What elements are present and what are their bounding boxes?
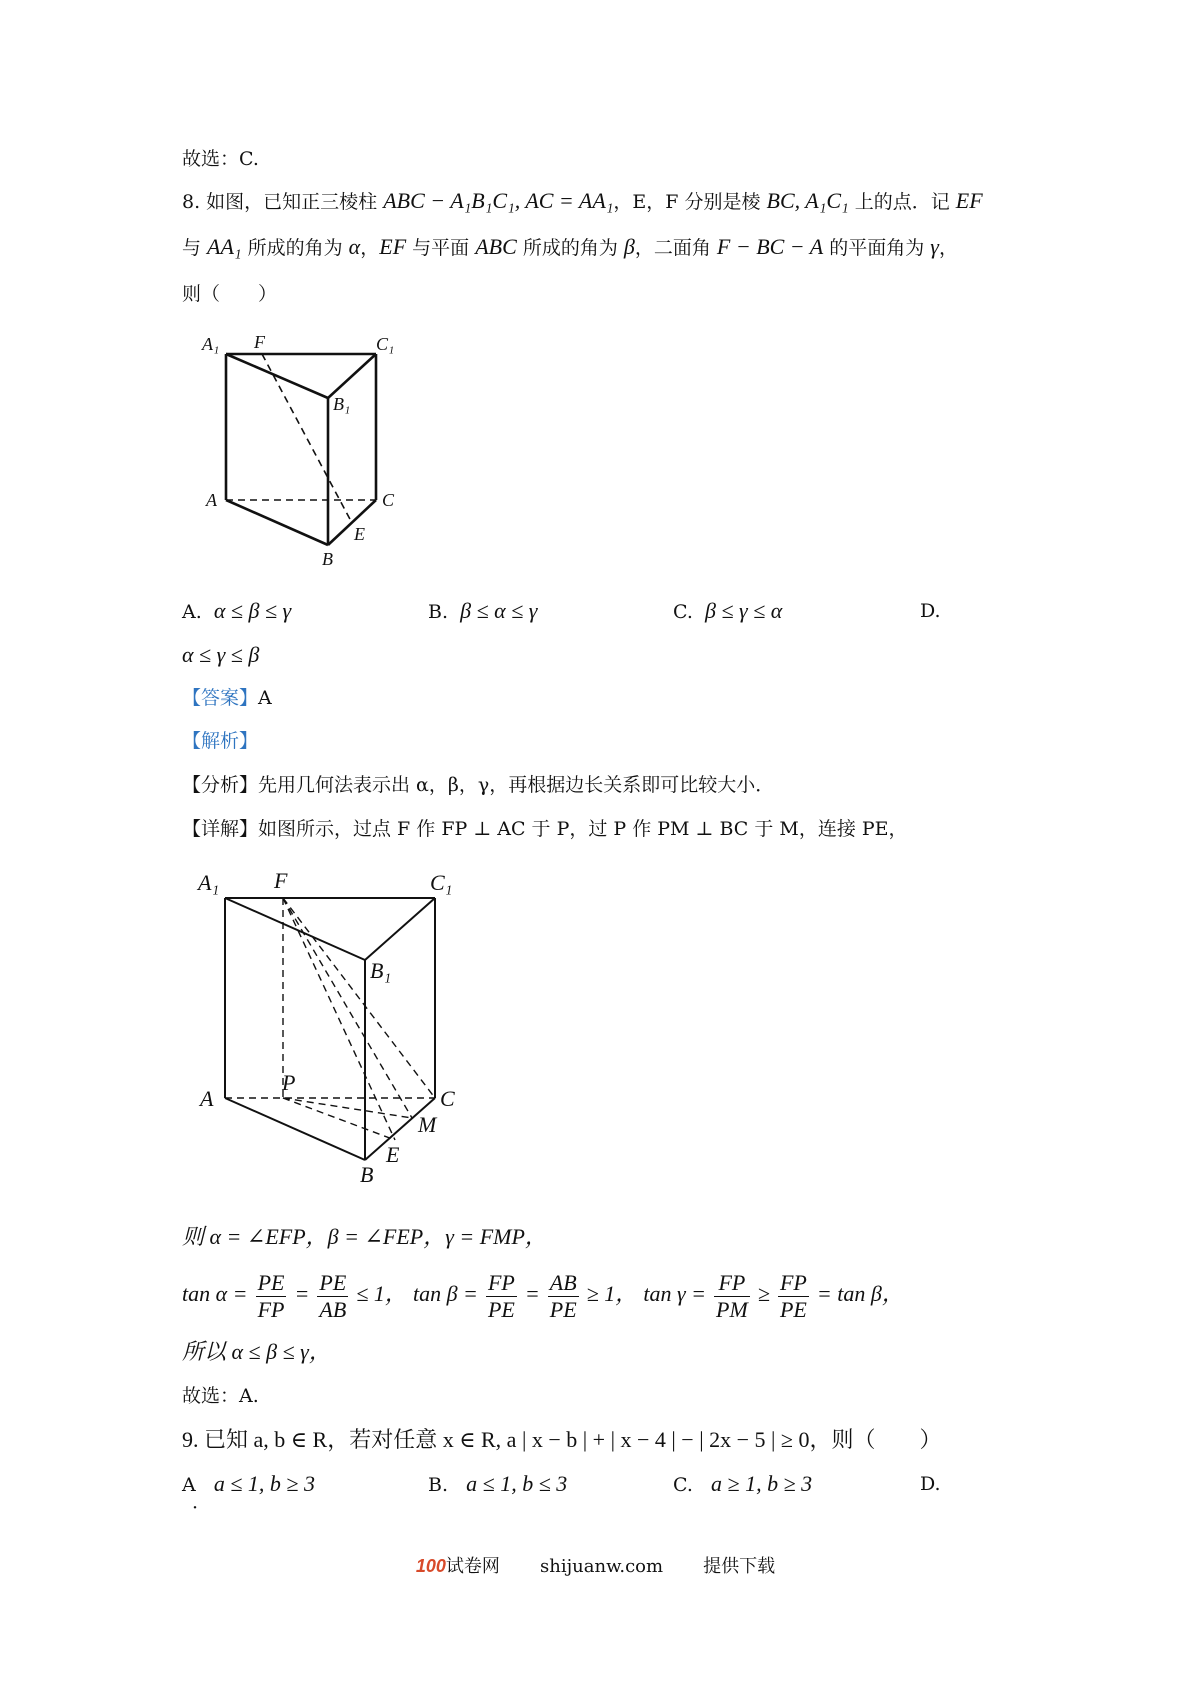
angles-text: 则 α = ∠EFP，β = ∠FEP，γ = FMP， [182, 1224, 547, 1249]
fig2-label-b1: B₁ [370, 958, 392, 983]
option-math: β ≤ γ ≤ α [705, 598, 783, 623]
footer [0, 1552, 1191, 1578]
site-name: 试卷网 [445, 1556, 500, 1577]
option-math: α ≤ γ ≤ β [182, 642, 260, 667]
answer-value: A [258, 687, 272, 709]
q8-stem-line3: 则（ ） [182, 283, 278, 305]
option-label: B. [428, 601, 449, 623]
q8-stem-text: 上的点．记 [848, 191, 956, 213]
ge-sign: ≥ [757, 1281, 770, 1306]
option-label: B. [428, 1474, 449, 1496]
fig1-label-b1: B₁ [333, 394, 351, 414]
q8-option-d [920, 597, 941, 625]
denominator: PE [779, 1296, 807, 1322]
q8-conclusion: 故选：A. [182, 1385, 259, 1407]
frac-fp-pe [486, 1270, 517, 1323]
q8-stem-text: 8. 如图，已知正三棱柱 [182, 191, 384, 213]
q8-stem-text: 的平面角为 [823, 237, 931, 259]
q8-figure-construction [190, 860, 470, 1185]
q8-tan-relations [182, 1262, 904, 1326]
numerator: AB [549, 1269, 577, 1295]
q8-stem-text: ，E，F 分别是棱 [613, 191, 767, 213]
equals-tan-beta: = tan β， [816, 1281, 904, 1306]
q7-conclusion: 故选：C. [182, 148, 259, 170]
q8-option-a [182, 597, 291, 626]
analysis-tag: 【解析】 [182, 730, 259, 752]
denominator: AB [319, 1296, 347, 1322]
q8-math: EF [379, 234, 407, 259]
le-one: ≤ 1， [356, 1281, 407, 1306]
site-domain[interactable]: shijuanw.com [539, 1556, 664, 1577]
q8-stem-text: ， [360, 237, 380, 259]
q8-fenxi [182, 771, 774, 799]
option-label: C. [673, 601, 693, 623]
so-text: 所以 α ≤ β ≤ γ， [182, 1339, 331, 1364]
denominator: PE [549, 1296, 577, 1322]
frac-fp-pm [714, 1270, 750, 1323]
q8-answer [182, 684, 272, 712]
fig1-label-a: A [206, 490, 217, 510]
option-math: a ≤ 1, b ≥ 3 [213, 1471, 316, 1496]
denominator: PE [487, 1296, 515, 1322]
q8-detail [182, 815, 908, 843]
equals: = [294, 1281, 310, 1306]
q8-math: β [623, 234, 635, 259]
frac-pe-fp [256, 1270, 287, 1323]
q8-math-prism: ABC − A₁B₁C₁, AC = AA₁ [383, 188, 614, 213]
q8-stem-line2 [182, 233, 958, 262]
q9-option-a [182, 1470, 315, 1499]
fig2-label-c: C [440, 1086, 455, 1111]
q8-stem-line1 [182, 187, 983, 216]
fig1-label-e: E [354, 524, 365, 544]
q8-stem-text: 与 [182, 237, 208, 259]
q8-stem-text: ， [938, 237, 958, 259]
option-label: D. [920, 1473, 941, 1495]
q8-option-c [673, 597, 782, 626]
site-logo: 100 [415, 1556, 446, 1576]
fig2-label-p: P [282, 1070, 296, 1095]
frac-ab-pe [548, 1270, 579, 1323]
option-math: β ≤ α ≤ γ [460, 598, 538, 623]
q9-option-c [673, 1470, 812, 1499]
numerator: FP [714, 1270, 750, 1297]
q8-so [182, 1338, 331, 1367]
q8-math-edges: BC, A₁C₁ [766, 188, 849, 213]
q8-math-ef: EF [955, 188, 983, 213]
fenxi-text: 先用几何法表示出 α，β，γ，再根据边长关系即可比较大小． [258, 774, 775, 796]
q8-analysis-tag [182, 727, 258, 755]
fig2-label-f: F [274, 868, 288, 893]
numerator: PE [319, 1269, 347, 1295]
detail-tag: 【详解】 [182, 818, 259, 840]
option-math: a ≤ 1, b ≤ 3 [466, 1471, 568, 1496]
answer-tag: 【答案】 [182, 687, 259, 709]
equals: = [524, 1281, 540, 1306]
option-label: D. [920, 600, 941, 622]
fig1-label-a1: A₁ [202, 334, 220, 354]
site-tagline: 提供下载 [703, 1556, 776, 1577]
fig2-label-m: M [418, 1112, 437, 1137]
option-math: α ≤ β ≤ γ [213, 598, 292, 623]
detail-text: 如图所示，过点 F 作 FP ⊥ AC 于 P，过 P 作 PM ⊥ BC 于 M，连接 PE， [258, 818, 908, 840]
fig1-label-b: B [322, 549, 333, 569]
fenxi-tag: 【分析】 [182, 774, 259, 796]
frac-pe-ab [317, 1270, 348, 1323]
q8-option-b [428, 597, 537, 626]
fig2-label-c1: C₁ [430, 870, 453, 895]
q9-stem-text: 9. 已知 a, b ∈ R，若对任意 x ∈ R, a | x − b | + | x − 4 | − | 2x − 5 | ≥ 0，则（ ） [182, 1427, 942, 1452]
option-math: a ≥ 1, b ≥ 3 [711, 1471, 813, 1496]
frac-fp-pe-2 [778, 1270, 809, 1323]
fig1-label-c1: C₁ [376, 334, 395, 354]
q8-math: γ [930, 234, 939, 259]
q8-angles [182, 1223, 547, 1252]
q8-math: AA₁ [207, 234, 242, 259]
tan-alpha: tan α = [182, 1281, 248, 1306]
q8-stem-text: ，二面角 [634, 237, 717, 259]
q8-stem-text: 所成的角为 [516, 237, 624, 259]
tan-beta: tan β = [412, 1281, 478, 1306]
fig2-label-b: B [360, 1162, 374, 1185]
option-label: A [182, 1474, 196, 1496]
q8-stem-text: 与平面 [406, 237, 476, 259]
fig2-label-a1: A₁ [198, 870, 220, 895]
q8-stem-text: 所成的角为 [241, 237, 349, 259]
tan-gamma: tan γ = [643, 1281, 706, 1306]
numerator: FP [779, 1269, 807, 1295]
q8-math: ABC [475, 234, 517, 259]
numerator: FP [487, 1269, 515, 1295]
fig2-label-e: E [386, 1142, 400, 1167]
denominator: FP [257, 1296, 285, 1322]
q8-option-d-math [182, 641, 259, 670]
ge-one: ≥ 1， [586, 1281, 638, 1306]
fig1-label-f: F [254, 332, 265, 352]
q8-figure-prism [190, 330, 420, 575]
option-label: C. [673, 1474, 693, 1496]
q9-stem [182, 1426, 941, 1455]
q8-math: F − BC − A [716, 234, 824, 259]
q9-option-d [920, 1470, 941, 1498]
q9-dot: · [192, 1497, 199, 1519]
numerator: PE [257, 1269, 285, 1295]
q8-math: α [348, 234, 361, 259]
fig2-label-a: A [200, 1086, 214, 1111]
denominator: PM [716, 1296, 748, 1322]
q9-option-b [428, 1470, 567, 1499]
fig1-label-c: C [382, 490, 395, 510]
option-label: A. [182, 601, 202, 623]
